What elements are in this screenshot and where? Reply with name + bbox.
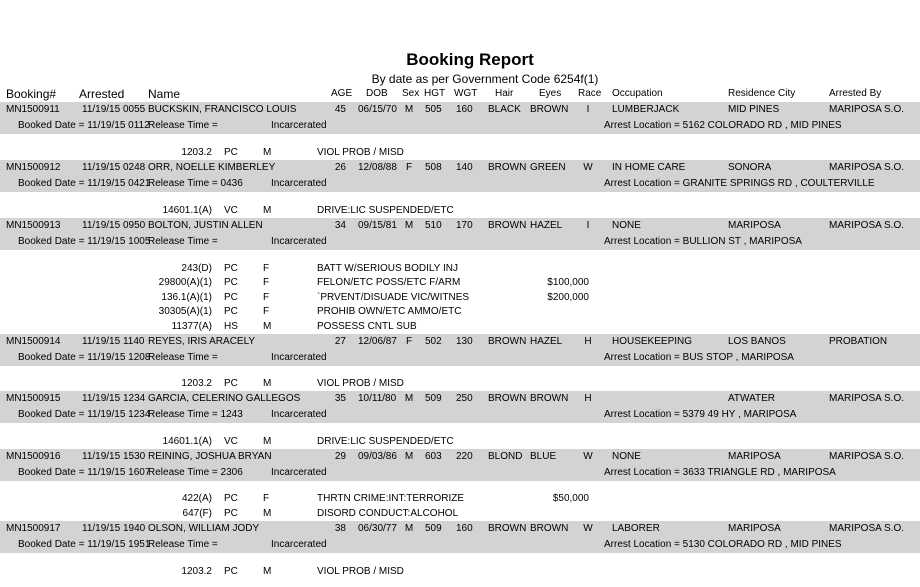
bail-amount: $50,000 <box>552 493 589 504</box>
sex-value: M <box>404 393 414 404</box>
charge-code: 1203.2 <box>181 378 212 389</box>
charge-level: M <box>263 436 272 447</box>
charge-code: 647(F) <box>182 508 212 519</box>
arrested-datetime: 11/19/15 0248 <box>82 162 146 173</box>
report-title: Booking Report <box>406 50 534 69</box>
eyes-value: BROWN <box>530 523 569 534</box>
arresting-agency: MARIPOSA S.O. <box>829 162 905 173</box>
booking-number: MN1500915 <box>6 393 61 404</box>
height-value: 603 <box>425 451 442 462</box>
charge-description: BATT W/SERIOUS BODILY INJ <box>317 263 458 274</box>
header-age: AGE <box>331 88 353 99</box>
header-hair: Hair <box>495 88 514 99</box>
charge-level: F <box>263 306 270 317</box>
residence-city: ATWATER <box>728 393 776 404</box>
arresting-agency: PROBATION <box>829 336 888 347</box>
age-value: 38 <box>334 523 346 534</box>
booked-date: Booked Date = 11/19/15 0112 <box>18 120 150 131</box>
arrest-location: Arrest Location = BUS STOP , MARIPOSA <box>604 352 794 363</box>
arresting-agency: MARIPOSA S.O. <box>829 523 905 534</box>
header-name: Name <box>148 87 181 101</box>
sex-value: M <box>404 523 414 534</box>
booking-number: MN1500914 <box>6 336 61 347</box>
header-arrested: Arrested <box>79 87 125 101</box>
header-sex: Sex <box>402 88 420 99</box>
charge-type: PC <box>224 493 238 504</box>
charge-code: 136.1(A)(1) <box>161 292 212 303</box>
hair-value: BROWN <box>488 336 527 347</box>
release-time: Release Time = 2306 <box>148 467 243 478</box>
booking-number: MN1500917 <box>6 523 61 534</box>
header-hgt: HGT <box>424 88 446 99</box>
charge-type: HS <box>224 321 238 332</box>
charge-level: M <box>263 378 272 389</box>
eyes-value: BROWN <box>530 393 569 404</box>
arrested-datetime: 11/19/15 1234 <box>82 393 146 404</box>
eyes-value: GREEN <box>530 162 566 173</box>
charge-code: 243(D) <box>181 263 212 274</box>
charge-type: VC <box>224 205 238 216</box>
age-value: 35 <box>334 393 346 404</box>
bail-amount: $200,000 <box>547 292 589 303</box>
release-time: Release Time = 1243 <box>148 409 243 420</box>
arrested-datetime: 11/19/15 1140 <box>82 336 145 347</box>
release-time: Release Time = <box>148 236 218 247</box>
eyes-value: HAZEL <box>530 220 563 231</box>
height-value: 508 <box>425 162 442 173</box>
bail-amount: $100,000 <box>547 277 589 288</box>
charge-code: 14601.1(A) <box>162 436 212 447</box>
hair-value: BLACK <box>488 104 521 115</box>
weight-value: 170 <box>456 220 473 231</box>
arresting-agency: MARIPOSA S.O. <box>829 393 905 404</box>
charge-level: F <box>263 277 270 288</box>
weight-value: 160 <box>456 523 473 534</box>
charge-description: DRIVE:LIC SUSPENDED/ETC <box>317 205 454 216</box>
charge-description: DISORD CONDUCT:ALCOHOL <box>317 508 459 519</box>
hair-value: BROWN <box>488 162 527 173</box>
eyes-value: BLUE <box>530 451 557 462</box>
residence-city: MARIPOSA <box>728 451 781 462</box>
charge-type: PC <box>224 378 238 389</box>
age-value: 34 <box>334 220 346 231</box>
charge-code: 11377(A) <box>171 321 212 332</box>
custody-status: Incarcerated <box>271 236 327 247</box>
race-value: W <box>583 162 593 173</box>
race-value: H <box>584 393 592 404</box>
hair-value: BROWN <box>488 220 527 231</box>
charge-type: PC <box>224 292 238 303</box>
residence-city: MARIPOSA <box>728 220 781 231</box>
residence-city: LOS BANOS <box>728 336 786 347</box>
custody-status: Incarcerated <box>271 409 327 420</box>
custody-status: Incarcerated <box>271 539 327 550</box>
occupation-value: HOUSEKEEPING <box>612 336 693 347</box>
arresting-agency: MARIPOSA S.O. <box>829 451 905 462</box>
height-value: 509 <box>425 523 442 534</box>
charge-code: 1203.2 <box>181 566 212 577</box>
dob-value: 06/15/70 <box>358 104 397 115</box>
header-occupation: Occupation <box>612 88 663 99</box>
charge-level: M <box>263 566 272 577</box>
race-value: I <box>586 220 590 231</box>
arrested-datetime: 11/19/15 1530 <box>82 451 146 462</box>
booked-date: Booked Date = 11/19/15 0421 <box>18 178 151 189</box>
hair-value: BROWN <box>488 393 527 404</box>
release-time: Release Time = <box>148 120 218 131</box>
arrest-location: Arrest Location = 5379 49 HY , MARIPOSA <box>604 409 797 420</box>
occupation-value: IN HOME CARE <box>612 162 686 173</box>
charge-level: F <box>263 292 270 303</box>
release-time: Release Time = 0436 <box>148 178 243 189</box>
booked-date: Booked Date = 11/19/15 1208 <box>18 352 151 363</box>
charge-description: VIOL PROB / MISD <box>317 147 404 158</box>
charge-description: FELON/ETC POSS/ETC F/ARM <box>317 277 461 288</box>
race-value: W <box>583 451 593 462</box>
hair-value: BLOND <box>488 451 523 462</box>
charge-code: 1203.2 <box>181 147 212 158</box>
header-residence: Residence City <box>728 88 796 99</box>
arrestee-name: REINING, JOSHUA BRYAN <box>148 451 272 462</box>
age-value: 27 <box>334 336 346 347</box>
eyes-value: BROWN <box>530 104 569 115</box>
charge-description: THRTN CRIME:INT:TERRORIZE <box>317 493 465 504</box>
release-time: Release Time = <box>148 352 218 363</box>
race-value: H <box>584 336 592 347</box>
custody-status: Incarcerated <box>271 352 327 363</box>
arrestee-name: OLSON, WILLIAM JODY <box>148 523 260 534</box>
dob-value: 12/06/87 <box>358 336 397 347</box>
charge-level: M <box>263 147 272 158</box>
report-subtitle: By date as per Government Code 6254f(1) <box>371 72 599 86</box>
race-value: W <box>583 523 593 534</box>
sex-value: F <box>405 336 413 347</box>
occupation-value: NONE <box>612 220 641 231</box>
height-value: 502 <box>425 336 442 347</box>
charge-type: PC <box>224 306 238 317</box>
arrested-datetime: 11/19/15 0950 <box>82 220 146 231</box>
charge-description: `PRVENT/DISUADE VIC/WITNES <box>317 292 470 303</box>
charge-code: 29800(A)(1) <box>158 277 212 288</box>
weight-value: 130 <box>456 336 473 347</box>
arrestee-name: REYES, IRIS ARACELY <box>148 336 256 347</box>
header-booking: Booking# <box>6 87 57 101</box>
height-value: 510 <box>425 220 442 231</box>
charge-description: VIOL PROB / MISD <box>317 378 404 389</box>
hair-value: BROWN <box>488 523 527 534</box>
dob-value: 06/30/77 <box>358 523 397 534</box>
sex-value: M <box>404 220 414 231</box>
weight-value: 140 <box>456 162 473 173</box>
header-eyes: Eyes <box>539 88 562 99</box>
header-race: Race <box>578 88 602 99</box>
charge-type: PC <box>224 263 238 274</box>
arresting-agency: MARIPOSA S.O. <box>829 104 905 115</box>
charge-type: PC <box>224 566 238 577</box>
arrested-datetime: 11/19/15 0055 <box>82 104 146 115</box>
header-arrested-by: Arrested By <box>829 88 882 99</box>
charge-type: PC <box>224 277 238 288</box>
arrested-datetime: 11/19/15 1940 <box>82 523 146 534</box>
dob-value: 09/03/86 <box>358 451 397 462</box>
custody-status: Incarcerated <box>271 467 327 478</box>
weight-value: 250 <box>456 393 473 404</box>
arrest-location: Arrest Location = BULLION ST , MARIPOSA <box>604 236 802 247</box>
arrest-location: Arrest Location = 5130 COLORADO RD , MID PINES <box>604 539 842 550</box>
arrestee-name: GARCIA, CELERINO GALLEGOS <box>148 393 301 404</box>
charge-description: PROHIB OWN/ETC AMMO/ETC <box>317 306 462 317</box>
height-value: 505 <box>425 104 442 115</box>
arrestee-name: BOLTON, JUSTIN ALLEN <box>148 220 263 231</box>
release-time: Release Time = <box>148 539 218 550</box>
occupation-value: LUMBERJACK <box>612 104 680 115</box>
arrest-location: Arrest Location = GRANITE SPRINGS RD , COULTERVILLE <box>604 178 875 189</box>
age-value: 29 <box>334 451 346 462</box>
sex-value: F <box>405 162 413 173</box>
charge-description: POSSESS CNTL SUB <box>317 321 417 332</box>
charge-level: M <box>263 321 272 332</box>
booked-date: Booked Date = 11/19/15 1607 <box>18 467 151 478</box>
charge-level: F <box>263 263 270 274</box>
charge-code: 30305(A)(1) <box>158 306 212 317</box>
charge-description: VIOL PROB / MISD <box>317 566 404 577</box>
race-value: I <box>586 104 590 115</box>
sex-value: M <box>404 451 414 462</box>
weight-value: 160 <box>456 104 473 115</box>
dob-value: 09/15/81 <box>358 220 397 231</box>
charge-level: F <box>263 493 270 504</box>
arresting-agency: MARIPOSA S.O. <box>829 220 905 231</box>
dob-value: 12/08/88 <box>358 162 397 173</box>
booking-number: MN1500916 <box>6 451 61 462</box>
charge-type: PC <box>224 147 238 158</box>
charge-description: DRIVE:LIC SUSPENDED/ETC <box>317 436 454 447</box>
charge-level: M <box>263 205 272 216</box>
arrestee-name: ORR, NOELLE KIMBERLEY <box>148 162 276 173</box>
charge-level: M <box>263 508 272 519</box>
custody-status: Incarcerated <box>271 120 327 131</box>
residence-city: SONORA <box>728 162 772 173</box>
custody-status: Incarcerated <box>271 178 327 189</box>
header-dob: DOB <box>366 88 388 99</box>
charge-type: PC <box>224 508 238 519</box>
charge-code: 422(A) <box>181 493 212 504</box>
charge-type: VC <box>224 436 238 447</box>
weight-value: 220 <box>456 451 473 462</box>
arrest-location: Arrest Location = 5162 COLORADO RD , MID PINES <box>604 120 842 131</box>
sex-value: M <box>404 104 414 115</box>
dob-value: 10/11/80 <box>358 393 397 404</box>
age-value: 26 <box>334 162 346 173</box>
booked-date: Booked Date = 11/19/15 1951 <box>18 539 151 550</box>
occupation-value: NONE <box>612 451 641 462</box>
booked-date: Booked Date = 11/19/15 1234 <box>18 409 151 420</box>
booking-number: MN1500913 <box>6 220 61 231</box>
residence-city: MID PINES <box>728 104 780 115</box>
charge-code: 14601.1(A) <box>162 205 212 216</box>
arrest-location: Arrest Location = 3633 TRIANGLE RD , MARIPOSA <box>604 467 836 478</box>
occupation-value: LABORER <box>612 523 660 534</box>
booking-number: MN1500912 <box>6 162 61 173</box>
eyes-value: HAZEL <box>530 336 563 347</box>
booked-date: Booked Date = 11/19/15 1005 <box>18 236 151 247</box>
age-value: 45 <box>334 104 346 115</box>
arrestee-name: BUCKSKIN, FRANCISCO LOUIS <box>148 104 297 115</box>
booking-number: MN1500911 <box>6 104 60 115</box>
header-wgt: WGT <box>454 88 478 99</box>
height-value: 509 <box>425 393 442 404</box>
residence-city: MARIPOSA <box>728 523 781 534</box>
